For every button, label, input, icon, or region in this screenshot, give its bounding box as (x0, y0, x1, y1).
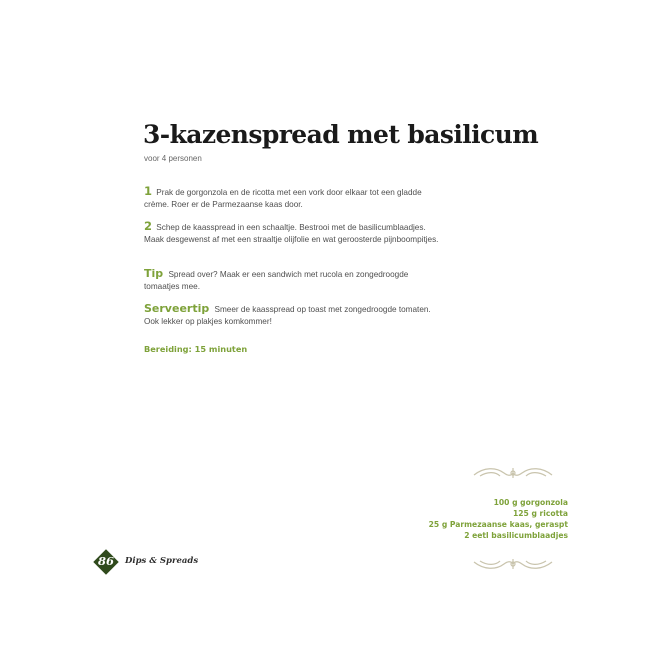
serving-tip-label: Serveertip (144, 302, 210, 315)
flourish-ornament-icon (470, 556, 556, 572)
serving-tip (144, 303, 444, 328)
step-number: 2 (144, 219, 153, 233)
step-text: Schep de kaasspread in een schaaltje. Bestrooi met de basilicumblaadjes. Maak desgewenst af met een straaltje olijfolie en wat geroosterde pijnboompitjes. (144, 223, 439, 244)
preparation-time: Bereiding: 15 minuten (144, 344, 248, 354)
ingredient-item: 100 g gorgonzola (493, 498, 568, 507)
recipe-title: 3-kazenspread met basilicum (143, 120, 539, 149)
tip (144, 268, 444, 293)
ingredient-item: 125 g ricotta (512, 509, 568, 518)
servings-note: voor 4 personen (144, 154, 202, 163)
ingredient-list (420, 497, 568, 541)
serving-tip-text: Smeer de kaasspread op toast met zongedroogde tomaten. Ook lekker op plakjes komkommer! (144, 305, 431, 326)
tip-text: Spread over? Maak er een sandwich met rucola en zongedroogde tomaatjes mee. (144, 270, 409, 291)
page-number-badge (94, 550, 118, 574)
step-2 (144, 220, 444, 246)
step-text: Prak de gorgonzola en de ricotta met een vork door elkaar tot een gladde crème. Roer er de Parmezaanse kaas door. (144, 188, 422, 209)
page-number: 86 (97, 554, 114, 568)
section-name: Dips & Spreads (125, 556, 199, 566)
ingredient-item: 25 g Parmezaanse kaas, geraspt (428, 520, 568, 529)
ingredient-item: 2 eetl basilicumblaadjes (464, 531, 568, 540)
flourish-ornament-icon (470, 465, 556, 481)
tip-label: Tip (144, 267, 164, 280)
step-number: 1 (144, 184, 153, 198)
step-1 (144, 185, 444, 211)
